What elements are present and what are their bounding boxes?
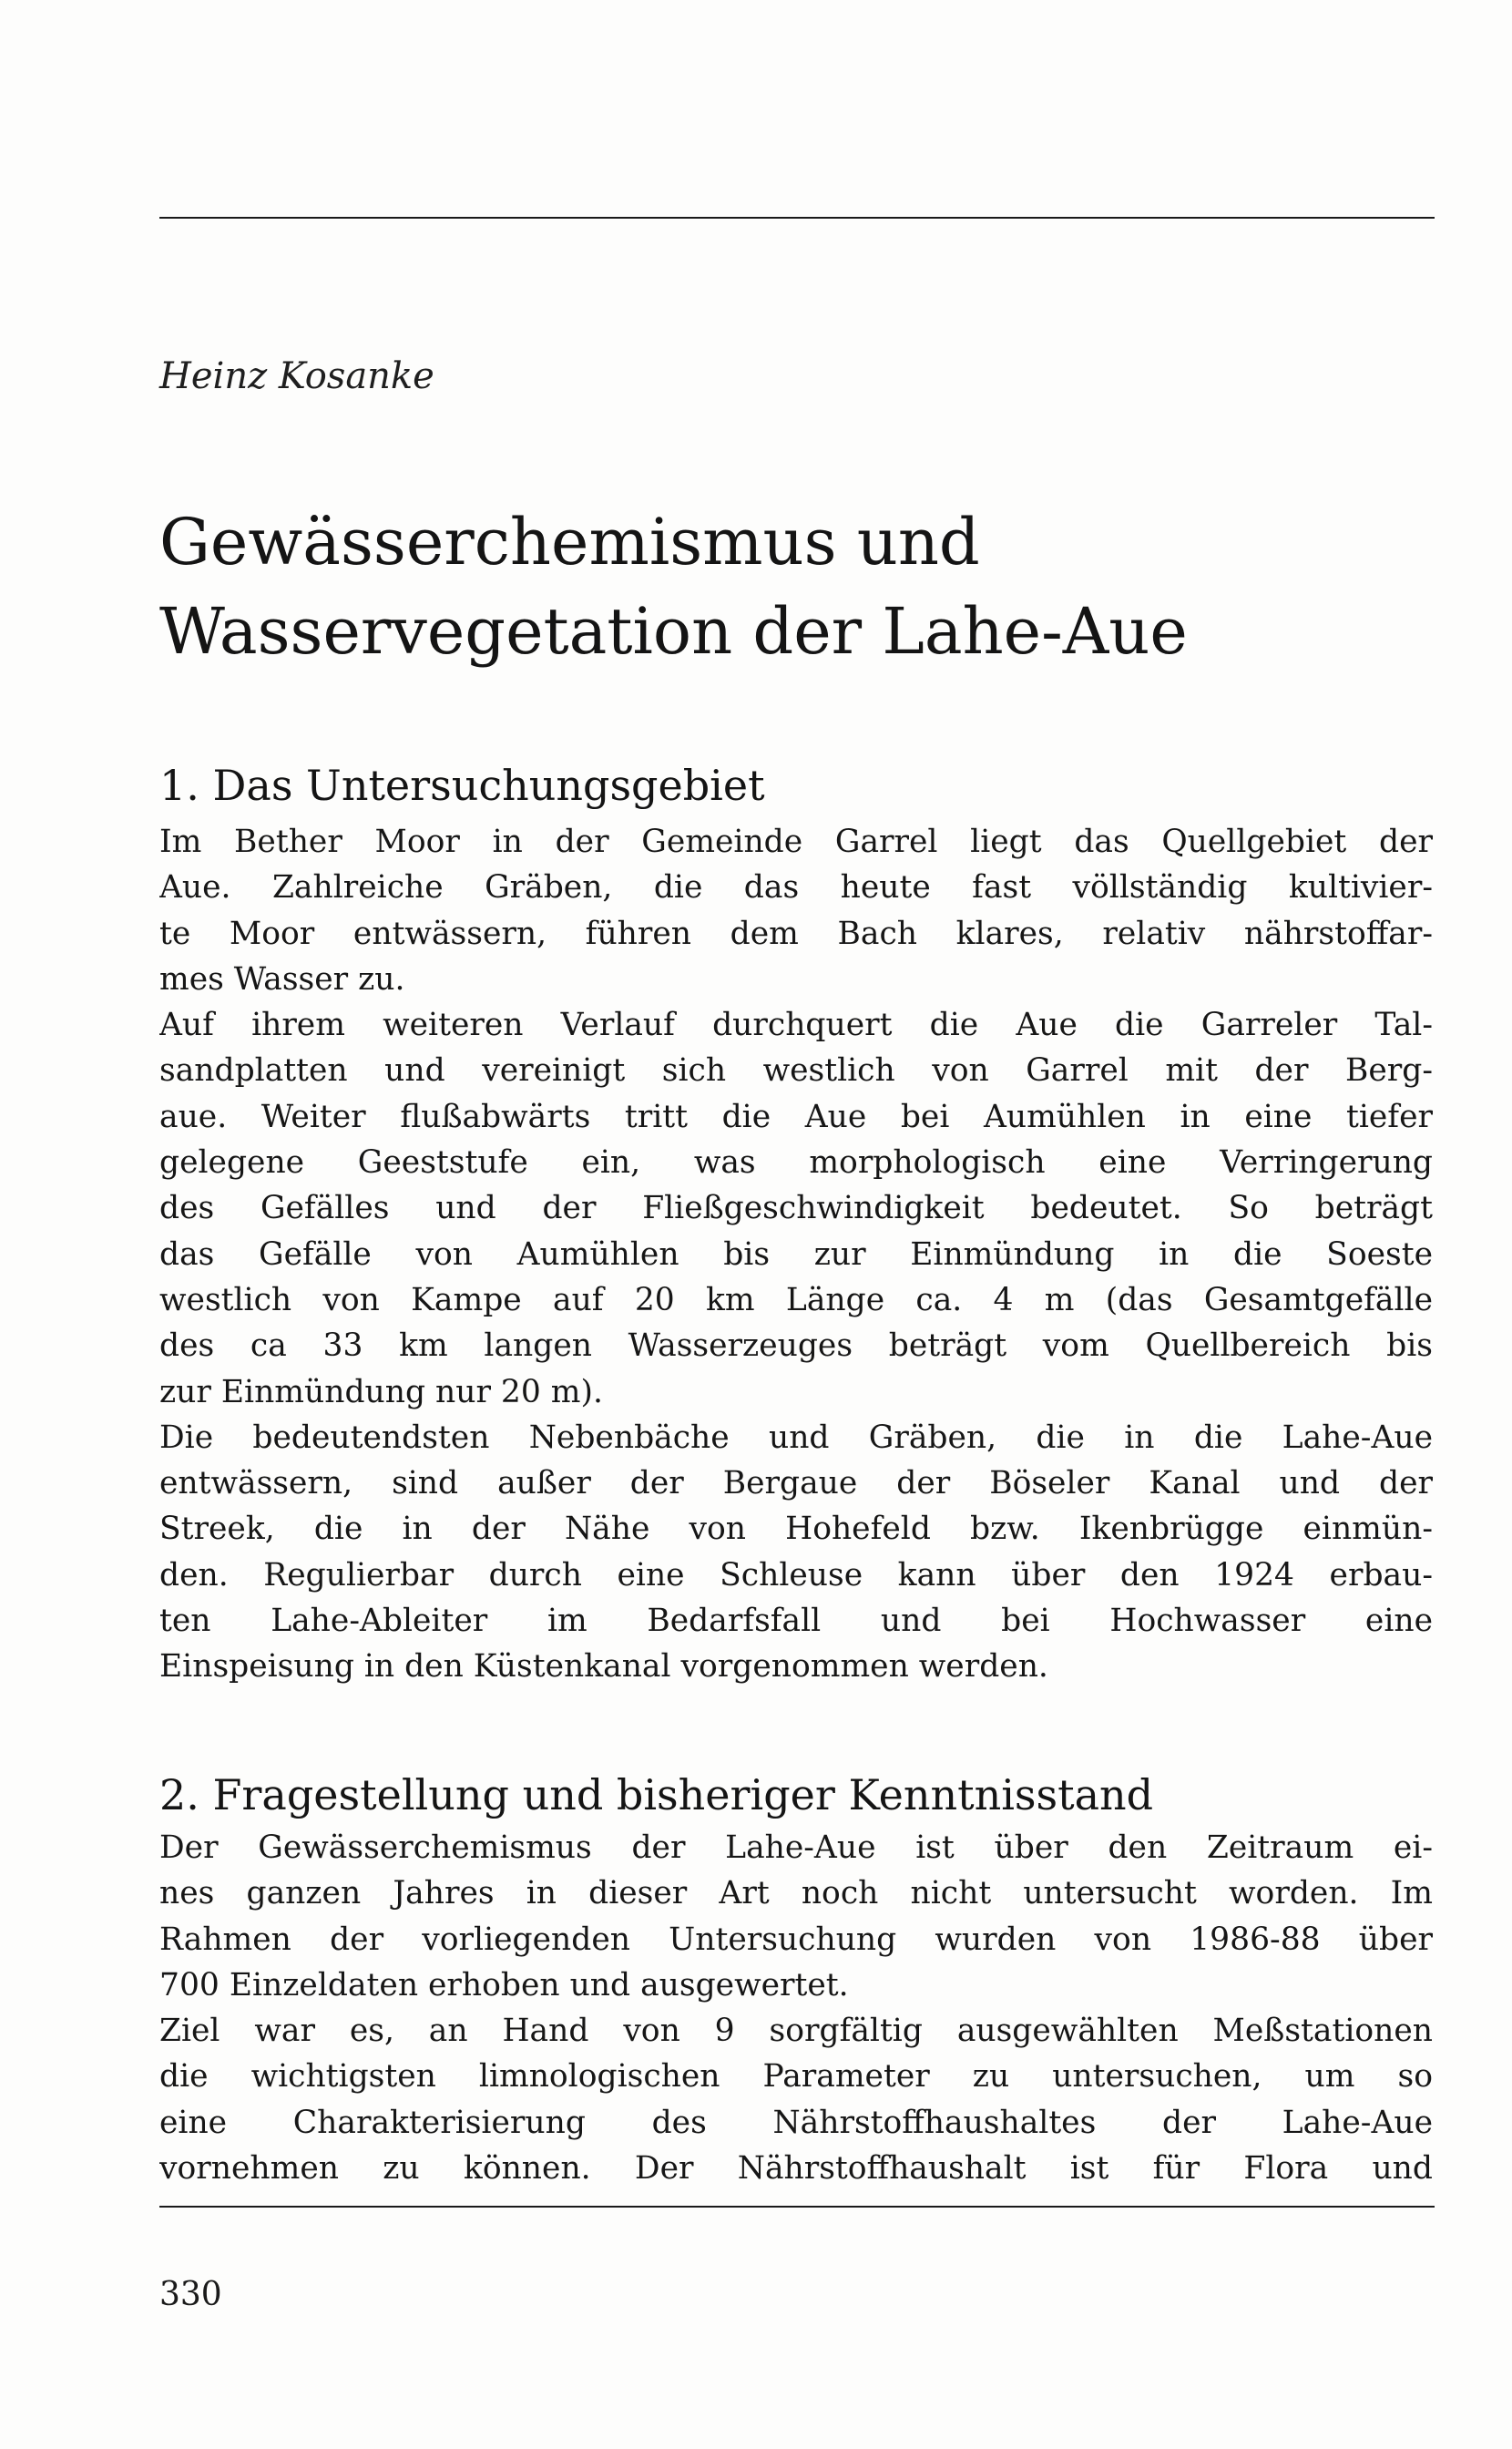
text-line: aue. Weiter flußabwärts tritt die Aue bei Aumühlen in eine tiefer <box>159 1098 1433 1135</box>
text-line: ten Lahe-Ableiter im Bedarfsfall und bei Hochwasser eine <box>159 1603 1433 1640</box>
section-heading-untersuchungsgebiet: 1. Das Untersuchungsgebiet <box>159 761 765 810</box>
top-rule <box>159 217 1435 219</box>
page-number: 330 <box>159 2276 222 2313</box>
article-title <box>159 497 1444 676</box>
text-line: Die bedeutendsten Nebenbäche und Gräben, die in die Lahe-Aue <box>159 1419 1433 1456</box>
section-body-untersuchungsgebiet <box>159 819 1433 1690</box>
title-line: Gewässerchemismus und <box>159 505 980 579</box>
text-line: Im Bether Moor in der Gemeinde Garrel liegt das Quellgebiet der <box>159 824 1433 860</box>
text-line: entwässern, sind außer der Bergaue der Böseler Kanal und der <box>159 1465 1433 1502</box>
text-line: Ziel war es, an Hand von 9 sorgfältig ausgewählten Meßstationen <box>159 2013 1433 2050</box>
title-line: Wasservegetation der Lahe-Aue <box>159 594 1188 669</box>
text-line: Rahmen der vorliegenden Untersuchung wurden von 1986-88 über <box>159 1921 1433 1958</box>
text-line: zur Einmündung nur 20 m). <box>159 1373 603 1410</box>
text-line: des ca 33 km langen Wasserzeuges beträgt vom Quellbereich bis <box>159 1327 1433 1365</box>
text-line: Streek, die in der Nähe von Hohefeld bzw. Ikenbrügge einmün- <box>159 1511 1433 1548</box>
text-line: Aue. Zahlreiche Gräben, die das heute fast völlständig kultivier- <box>159 869 1433 907</box>
text-line: den. Regulierbar durch eine Schleuse kann über den 1924 erbau- <box>159 1556 1433 1593</box>
text-line: das Gefälle von Aumühlen bis zur Einmündung in die Soeste <box>159 1235 1433 1273</box>
text-line: mes Wasser zu. <box>159 960 405 998</box>
text-line: die wichtigsten limnologischen Parameter zu untersuchen, um so <box>159 2058 1433 2095</box>
text-line: gelegene Geeststufe ein, was morphologisch eine Verringerung <box>159 1144 1433 1182</box>
text-line: Einspeisung in den Küstenkanal vorgenommen werden. <box>159 1648 1048 1686</box>
text-line: eine Charakterisierung des Nährstoffhaushaltes der Lahe-Aue <box>159 2104 1433 2141</box>
text-line: Der Gewässerchemismus der Lahe-Aue ist über den Zeitraum ei- <box>159 1829 1433 1866</box>
text-line: Auf ihrem weiteren Verlauf durchquert die Aue die Garreler Tal- <box>159 1007 1433 1044</box>
text-line: nes ganzen Jahres in dieser Art noch nicht untersucht worden. Im <box>159 1875 1433 1912</box>
text-line: westlich von Kampe auf 20 km Länge ca. 4 m (das Gesamtgefälle <box>159 1281 1433 1318</box>
footnote-rule <box>159 2206 1435 2208</box>
section-heading-fragestellung: 2. Fragestellung und bisheriger Kenntnisstand <box>159 1770 1154 1819</box>
text-line: sandplatten und vereinigt sich westlich von Garrel mit der Berg- <box>159 1052 1433 1090</box>
section-body-fragestellung <box>159 1825 1433 2191</box>
author-name: Heinz Kosanke <box>159 355 434 397</box>
text-line: 700 Einzeldaten erhoben und ausgewertet. <box>159 1966 849 2003</box>
text-line: te Moor entwässern, führen dem Bach klares, relativ nährstoffar- <box>159 915 1433 952</box>
text-line: des Gefälles und der Fließgeschwindigkeit bedeutet. So beträgt <box>159 1190 1433 1227</box>
text-line: vornehmen zu können. Der Nährstoffhaushalt ist für Flora und <box>159 2150 1433 2188</box>
